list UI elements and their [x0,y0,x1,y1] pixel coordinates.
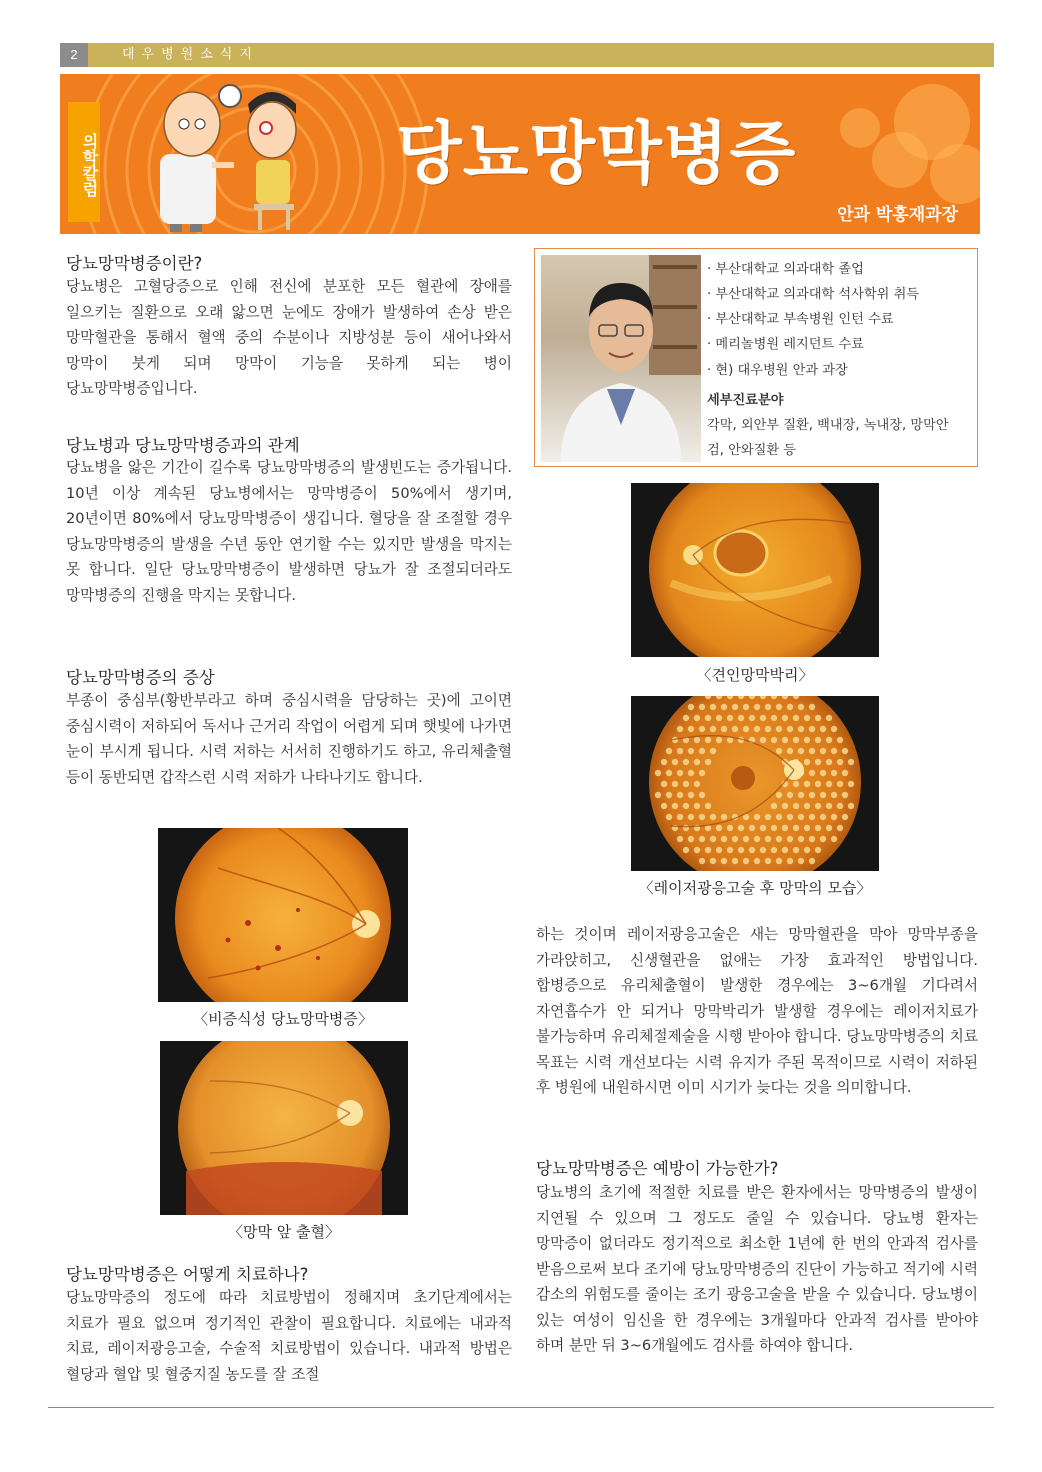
section-body-treatment-continued: 하는 것이며 레이저광응고술은 새는 망막혈관을 막아 망막부종을 가라앉히고, 신생혈관을 없애는 가장 효과적인 방법입니다. 합병증으로 유리체출혈이 발생한 경우에는 3~6개월 기다려서 자연흡수가 안 되거나 망막박리가 발생할 경우에는 레이저치료가 불가능하며 유리체절제술을 시행 받아야 합니다. 당뇨망막병증의 치료 목표는 시력 개선보다는 시력 유지가 주된 목적이므로 시력이 저하된 후 병원에 내원하시면 이미 시기가 늦다는 것을 의미합니다. [536,926,978,1096]
patient-cartoon-icon [248,92,296,230]
credential-item: · 메리놀병원 레지던트 수료 [707,337,864,352]
credential-item: · 부산대학교 의과대학 석사학위 취득 [707,287,920,302]
section-title-symptoms: 당뇨망막병증의 증상 [66,668,215,687]
author-profile-box [534,248,978,467]
section-title-definition: 당뇨망막병증이란? [66,254,203,273]
author-byline: 안과 박홍재과장 [837,205,958,225]
author-photo [541,255,701,462]
figure-caption-traction-detachment: 〈견인망막박리〉 [696,666,814,684]
article-title: 당뇨망막병증 [396,115,797,194]
page-number: 2 [60,43,88,67]
figure-caption-nonproliferative: 〈비증식성 당뇨망막병증〉 [193,1010,373,1028]
header-strip [60,43,994,67]
section-title-prevention: 당뇨망막병증은 예방이 가능한가? [536,1159,779,1178]
specialty-label: 세부진료분야 [707,393,784,408]
section-title-relationship: 당뇨병과 당뇨망막병증과의 관계 [66,436,300,455]
figure-caption-after-laser: 〈레이저광응고술 후 망막의 모습〉 [638,879,872,897]
column-category-tag: 의학칼럼 [68,102,100,222]
credential-item: · 부산대학교 부속병원 인턴 수료 [707,312,894,327]
column-banner [60,74,980,234]
section-title-treatment: 당뇨망막병증은 어떻게 치료하나? [66,1265,309,1284]
credential-item: · 부산대학교 의과대학 졸업 [707,262,864,277]
figure-caption-preretinal-hemorrhage: 〈망막 앞 출혈〉 [228,1223,340,1241]
fundus-photo-after-laser [631,696,879,871]
section-body-definition: 당뇨병은 고혈당증으로 인해 전신에 분포한 모든 혈관에 장애를 일으키는 질환으로 오래 앓으면 눈에도 장애가 발생하여 손상 받은 망막혈관을 통해서 혈액 중의 수분이나 지방성분 등이 새어나와서 망막이 붓게 되며 망막이 기능을 못하게 되는 병이 당뇨망막병증입니다. [66,278,512,397]
doctor-cartoon-icon [160,85,241,232]
fundus-photo-preretinal-hemorrhage [160,1041,408,1215]
fundus-photo-traction-detachment [631,483,879,657]
footer-divider [48,1407,994,1408]
specialty-text: 각막, 외안부 질환, 백내장, 녹내장, 망막안검, 안와질환 등 [707,418,949,458]
section-body-treatment: 당뇨망막증의 정도에 따라 치료방법이 정해지며 초기단계에서는 치료가 필요 없으며 정기적인 관찰이 필요합니다. 치료에는 내과적 치료, 레이저광응고술, 수술적 치료방법이 있습니다. 내과적 방법은 혈당과 혈압 및 혈중지질 농도를 잘 조절 [66,1289,512,1383]
fundus-photo-nonproliferative [158,828,408,1002]
section-body-symptoms: 부종이 중심부(황반부라고 하며 중심시력을 담당하는 곳)에 고이면 중심시력이 저하되어 독서나 근거리 작업이 어렵게 되며 햇빛에 나가면 눈이 부시게 됩니다. 시력 저하는 서서히 진행하기도 하고, 유리체출혈 등이 동반되면 갑작스런 시력 저하가 나타나기도 합니다. [66,692,512,786]
section-body-prevention: 당뇨병의 초기에 적절한 치료를 받은 환자에서는 망막병증의 발생이 지연될 수 있으며 그 정도도 줄일 수 있습니다. 당뇨병 환자는 망막증이 없더라도 정기적으로 최소한 1년에 한 번의 안과적 검사를 받음으로써 보다 조기에 당뇨망막병증의 진단이 가능하고 적기에 시력 감소의 위험도를 줄이는 조기 광응고술을 받을 수 있습니다. 당뇨병이 있는 여성이 임신을 한 경우에는 3개월마다 안과적 검사를 받아야 하며 분만 뒤 3~6개월에도 검사를 하여야 합니다. [536,1184,978,1354]
credential-item: · 현) 대우병원 안과 과장 [707,363,848,378]
magazine-name: 대우병원소식지 [122,47,259,62]
section-body-relationship: 당뇨병을 앓은 기간이 길수록 당뇨망막병증의 발생빈도는 증가됩니다. 10년 이상 계속된 당뇨병에서는 망막병증이 50%에서 생기며, 20년이면 80%에서 당뇨망막병증이 생깁니다. 혈당을 잘 조절할 경우 당뇨망막병증의 발생을 수년 동안 연기할 수는 있지만 발생을 막지는 못 합니다. 일단 당뇨망막병증이 발생하면 당뇨가 잘 조절되더라도 망막병증의 진행을 막지는 못합니다. [66,459,512,604]
